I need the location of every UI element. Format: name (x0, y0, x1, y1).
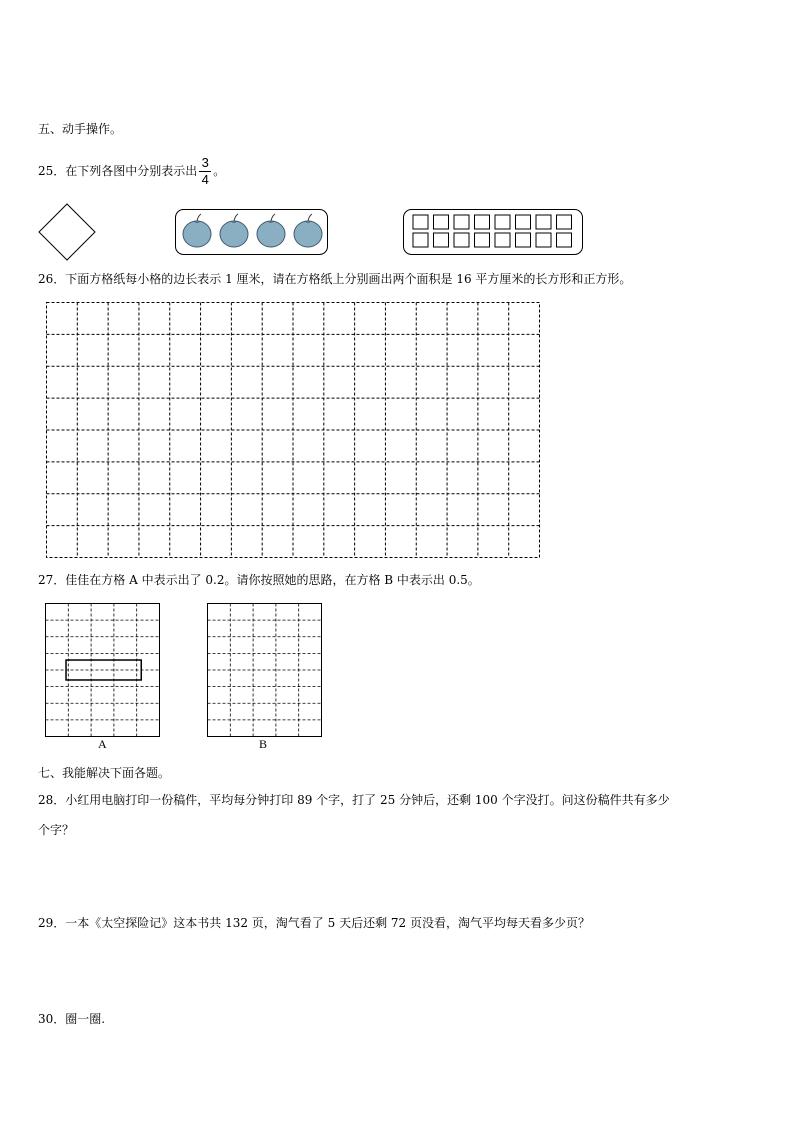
small-square (495, 215, 510, 229)
small-square (475, 233, 490, 247)
question-30: 30．圈一圈. (38, 1012, 106, 1026)
apple-icon (220, 214, 248, 247)
small-square (557, 233, 572, 247)
q25-text-end: 。 (213, 164, 226, 178)
q25-number: 25． (38, 164, 66, 178)
fraction-three-quarters (199, 156, 211, 187)
grid-b-label: B (259, 737, 268, 751)
small-square (557, 215, 572, 229)
question-25 (38, 156, 225, 187)
small-square (536, 233, 551, 247)
apples-box (175, 209, 328, 255)
small-square (434, 215, 449, 229)
question-28-line1: 28．小红用电脑打印一份稿件，平均每分钟打印 89 个字，打了 25 分钟后，还剩 100 个字没打。问这份稿件共有多少 (38, 793, 670, 807)
fraction-numerator: 3 (201, 155, 209, 170)
apple-icon (183, 214, 211, 247)
question-29: 29．一本《太空探险记》这本书共 132 页，淘气看了 5 天后还剩 72 页没看，淘气平均每天看多少页？ (38, 916, 590, 930)
apple-icon (257, 214, 285, 247)
diamond-shape (38, 203, 98, 261)
fraction-denominator: 4 (201, 172, 209, 187)
grid-a-label: A (98, 737, 107, 751)
apple-icon (294, 214, 322, 247)
section-five-heading: 五、动手操作。 (38, 122, 123, 136)
squares-box (403, 209, 583, 255)
question-26: 26．下面方格纸每小格的边长表示 1 厘米，请在方格纸上分别画出两个面积是 16 平方厘米的长方形和正方形。 (38, 272, 632, 286)
small-square (516, 233, 531, 247)
small-square (516, 215, 531, 229)
small-square (434, 233, 449, 247)
question-27: 27．佳佳在方格 A 中表示出了 0.2。请你按照她的思路，在方格 B 中表示出 0.5。 (38, 573, 480, 587)
grid-b (207, 603, 322, 737)
small-square (454, 233, 469, 247)
q25-text: 在下列各图中分别表示出 (65, 164, 198, 178)
small-square (413, 233, 428, 247)
small-square (454, 215, 469, 229)
small-square (536, 215, 551, 229)
small-square (475, 215, 490, 229)
question-28-line2: 个字？ (38, 823, 75, 837)
section-seven-heading: 七、我能解决下面各题。 (38, 766, 171, 780)
small-square (413, 215, 428, 229)
grid-a (45, 603, 160, 737)
grid-paper-26 (46, 302, 540, 558)
small-square (495, 233, 510, 247)
